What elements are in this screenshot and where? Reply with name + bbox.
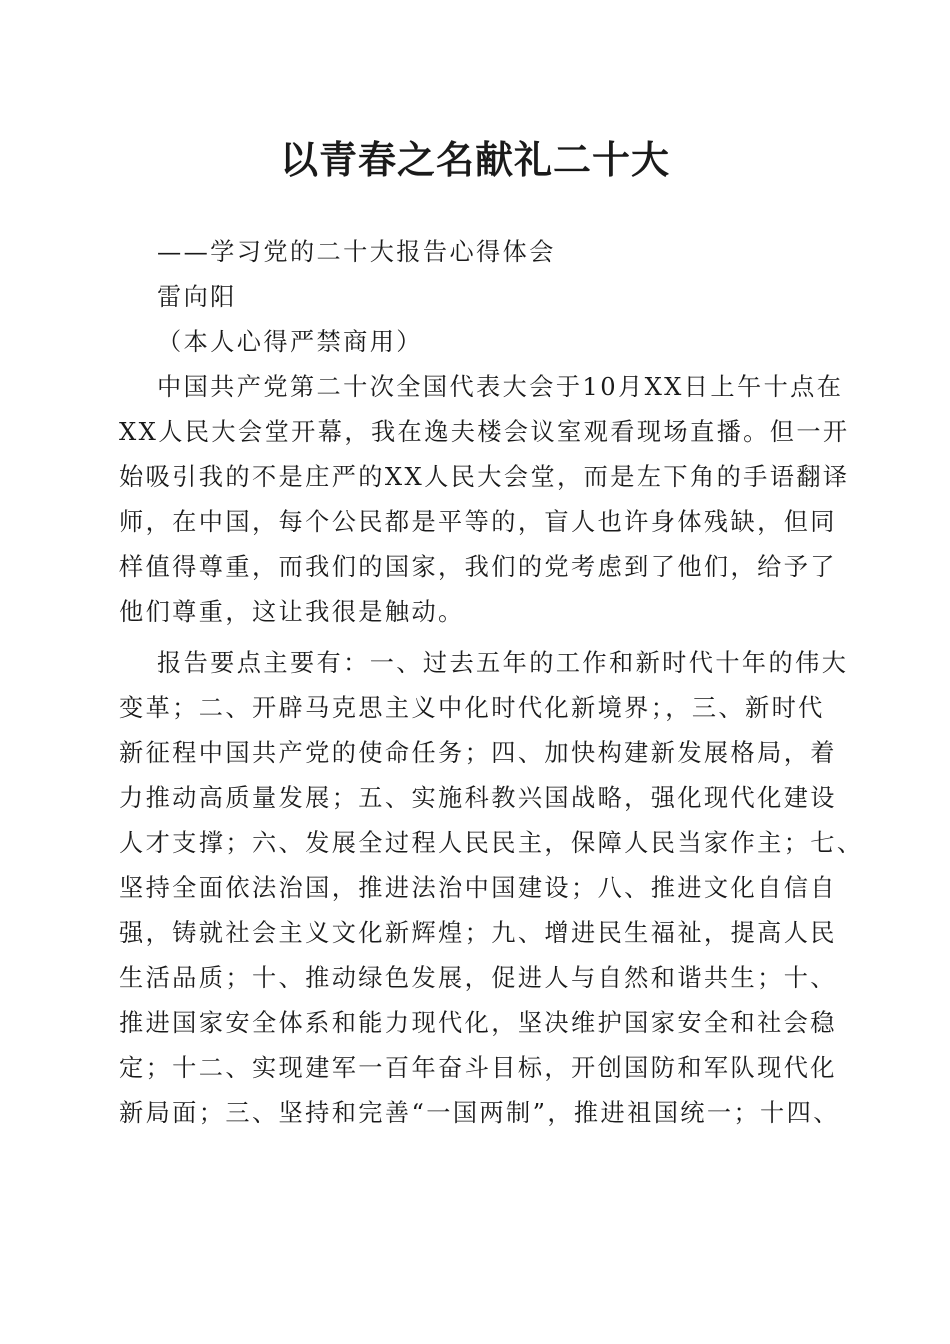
document-title: 以青春之名献礼二十大 xyxy=(279,137,670,182)
paragraph-2 xyxy=(119,641,864,1136)
paragraph-line: 强，铸就社会主义文化新辉煌；九、增进民生福祉，提高人民 xyxy=(119,919,837,947)
paragraph-line: 变革；二、开辟马克思主义中化时代化新境界；，三、新时代 xyxy=(119,694,825,722)
usage-notice: （本人心得严禁商用） xyxy=(157,328,423,356)
paragraph-line: 新局面；三、坚持和完善“一国两制”，推进祖国统一；十四、 xyxy=(119,1099,840,1127)
paragraph-line: 中国共产党第二十次全国代表大会于10月XX日上午十点在 xyxy=(157,373,844,401)
author-name: 雷向阳 xyxy=(157,283,237,311)
subtitle: ——学习党的二十大报告心得体会 xyxy=(157,238,556,266)
paragraph-1 xyxy=(119,365,850,635)
document-body xyxy=(119,230,864,1136)
paragraph-line: 报告要点主要有：一、过去五年的工作和新时代十年的伟大 xyxy=(157,649,849,677)
paragraph-line: 人才支撑；六、发展全过程人民民主，保障人民当家作主；七、 xyxy=(119,829,864,857)
paragraph-line: 力推动高质量发展；五、实施科教兴国战略，强化现代化建设 xyxy=(119,784,837,812)
paragraph-line: 师，在中国，每个公民都是平等的，盲人也许身体残缺，但同 xyxy=(119,508,837,536)
paragraph-line: XX人民大会堂开幕，我在逸夫楼会议室观看现场直播。但一开 xyxy=(119,418,850,446)
paragraph-line: 始吸引我的不是庄严的XX人民大会堂，而是左下角的手语翻译 xyxy=(119,463,850,491)
paragraph-line: 他们尊重，这让我很是触动。 xyxy=(119,598,465,626)
paragraph-line: 生活品质；十、推动绿色发展，促进人与自然和谐共生；十、 xyxy=(119,964,837,992)
paragraph-line: 样值得尊重，而我们的国家，我们的党考虑到了他们，给予了 xyxy=(119,553,837,581)
paragraph-line: 新征程中国共产党的使命任务；四、加快构建新发展格局，着 xyxy=(119,739,837,767)
paragraph-line: 推进国家安全体系和能力现代化，坚决维护国家安全和社会稳 xyxy=(119,1009,837,1037)
paragraph-line: 坚持全面依法治国，推进法治中国建设；八、推进文化自信自 xyxy=(119,874,837,902)
paragraph-line: 定；十二、实现建军一百年奋斗目标，开创国防和军队现代化 xyxy=(119,1054,837,1082)
